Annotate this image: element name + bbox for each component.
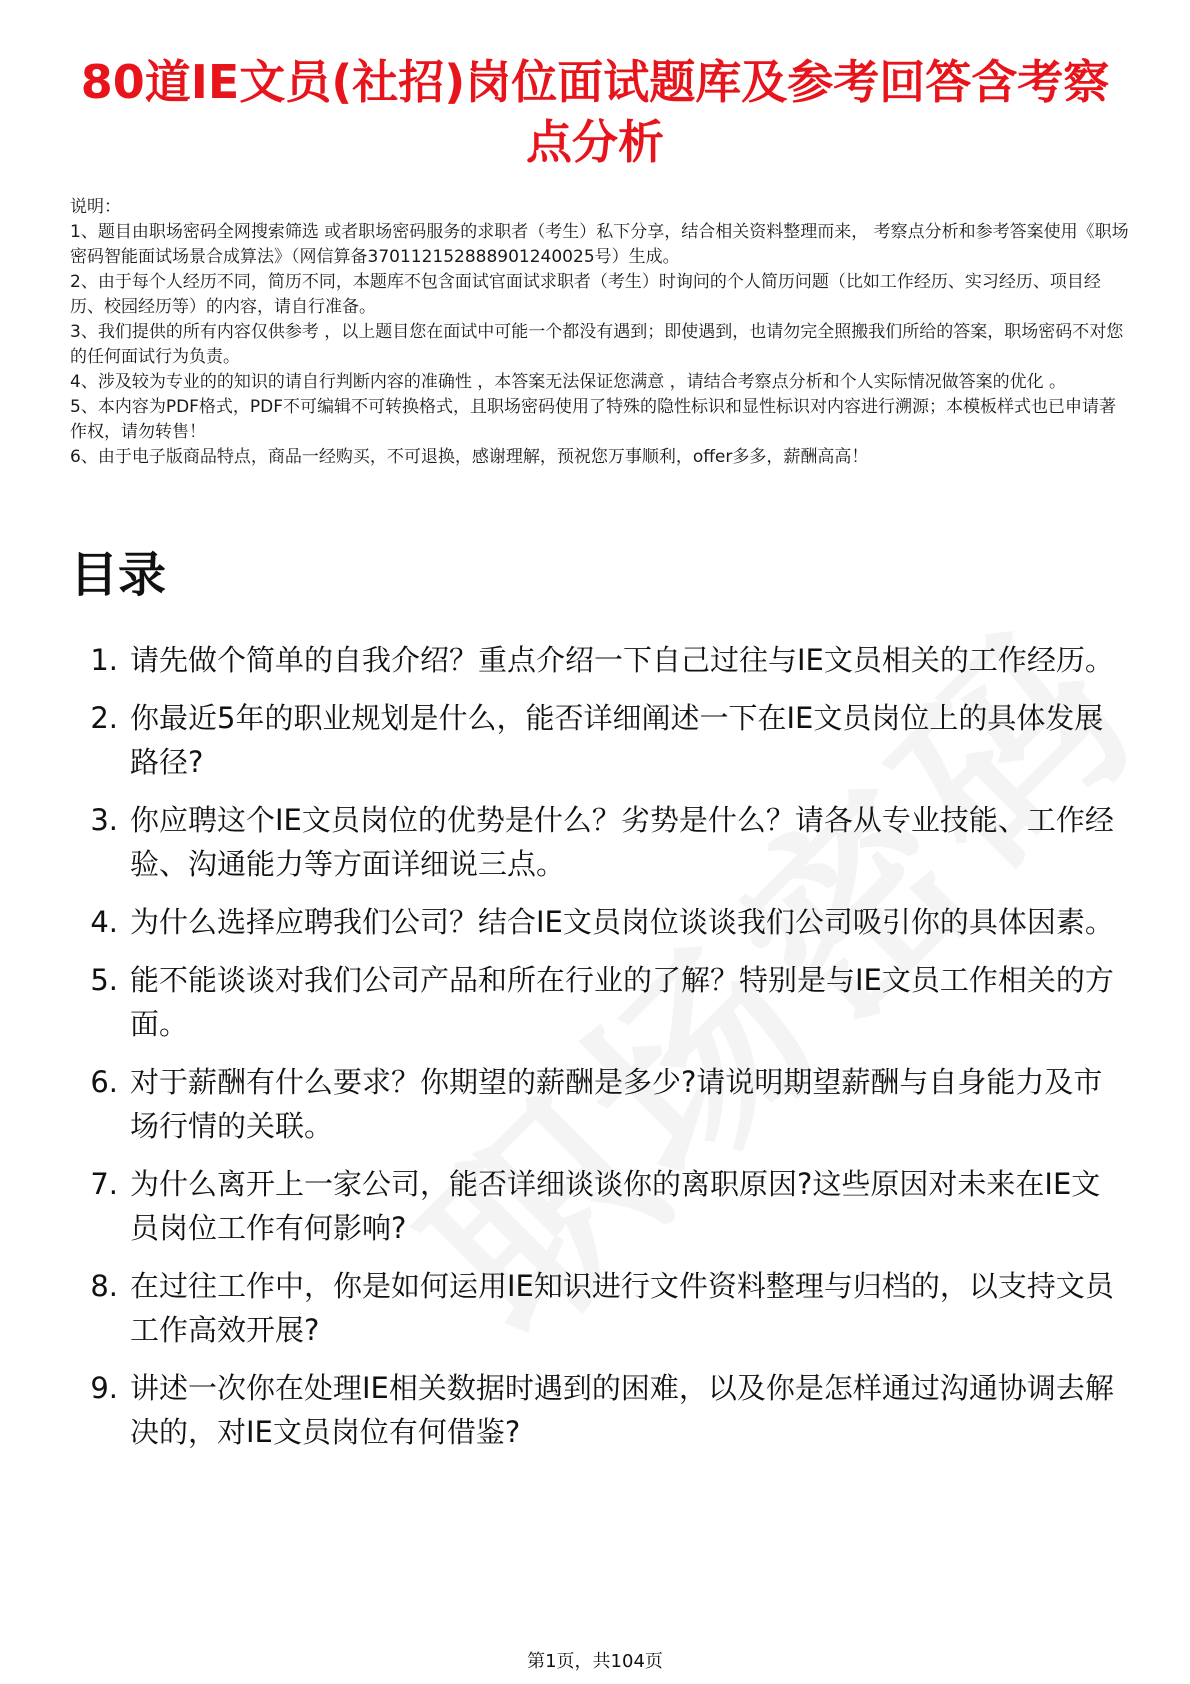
notes-heading: 说明： — [70, 197, 121, 217]
toc-item[interactable] — [70, 638, 1120, 682]
toc-item-number: 7. — [90, 1167, 118, 1201]
toc-item-text: 对于薪酬有什么要求？你期望的薪酬是多少?请说明期望薪酬与自身能力及市场行情的关联。 — [130, 1065, 1103, 1143]
note-item: 1、题目由职场密码全网搜索筛选 或者职场密码服务的求职者（考生）私下分享，结合相关资料整理而来， 考察点分析和参考答案使用《职场密码智能面试场景合成算法》（网信算备370112152888901240025号）生成。 — [70, 222, 1129, 267]
disclaimer-notes — [70, 195, 1130, 470]
page-footer: 第1页，共104页 — [527, 1651, 663, 1672]
toc-item[interactable] — [70, 958, 1120, 1046]
toc-item-text: 为什么选择应聘我们公司？结合IE文员岗位谈谈我们公司吸引你的具体因素。 — [130, 905, 1114, 939]
note-item: 2、由于每个人经历不同，简历不同，本题库不包含面试官面试求职者（考生）时询问的个人简历问题（比如工作经历、实习经历、项目经历、校园经历等）的内容，请自行准备。 — [70, 272, 1101, 317]
toc-item-text: 你应聘这个IE文员岗位的优势是什么？劣势是什么？请各从专业技能、工作经验、沟通能力等方面详细说三点。 — [130, 803, 1114, 881]
toc-item-text: 能不能谈谈对我们公司产品和所在行业的了解？特别是与IE文员工作相关的方面。 — [130, 963, 1114, 1041]
toc-item-number: 8. — [90, 1269, 118, 1303]
toc-heading: 目录 — [70, 547, 167, 603]
toc-item[interactable] — [70, 1162, 1120, 1250]
toc-item[interactable] — [70, 798, 1120, 886]
toc-item[interactable] — [70, 696, 1120, 784]
table-of-contents — [70, 638, 1120, 1468]
toc-item-text: 你最近5年的职业规划是什么，能否详细阐述一下在IE文员岗位上的具体发展路径? — [130, 701, 1104, 779]
toc-item-number: 6. — [90, 1065, 118, 1099]
toc-item-number: 3. — [90, 803, 118, 837]
toc-item-number: 1. — [90, 643, 118, 677]
toc-item-number: 5. — [90, 963, 118, 997]
toc-item-text: 在过往工作中，你是如何运用IE知识进行文件资料整理与归档的，以支持文员工作高效开展? — [130, 1269, 1114, 1347]
note-item: 3、我们提供的所有内容仅供参考 ，以上题目您在面试中可能一个都没有遇到；即使遇到，也请勿完全照搬我们所给的答案，职场密码不对您的任何面试行为负责。 — [70, 322, 1124, 367]
toc-item-text: 为什么离开上一家公司，能否详细谈谈你的离职原因?这些原因对未来在IE文员岗位工作有何影响? — [130, 1167, 1101, 1245]
note-item: 5、本内容为PDF格式，PDF不可编辑不可转换格式，且职场密码使用了特殊的隐性标识和显性标识对内容进行溯源；本模板样式也已申请著作权，请勿转售！ — [70, 397, 1117, 442]
note-item: 6、由于电子版商品特点，商品一经购买，不可退换，感谢理解，预祝您万事顺利，offer多多，薪酬高高！ — [70, 447, 869, 467]
toc-item[interactable] — [70, 1366, 1120, 1454]
toc-item-number: 9. — [90, 1371, 118, 1405]
toc-item[interactable] — [70, 1060, 1120, 1148]
page-title: 80道IE文员(社招)岗位面试题库及参考回答含考察点分析 — [80, 55, 1110, 169]
toc-item[interactable] — [70, 1264, 1120, 1352]
toc-item-text: 请先做个简单的自我介绍？重点介绍一下自己过往与IE文员相关的工作经历。 — [130, 643, 1114, 677]
toc-item[interactable] — [70, 900, 1120, 944]
toc-item-text: 讲述一次你在处理IE相关数据时遇到的困难，以及你是怎样通过沟通协调去解决的，对IE文员岗位有何借鉴? — [130, 1371, 1114, 1449]
note-item: 4、涉及较为专业的的知识的请自行判断内容的准确性 ，本答案无法保证您满意 ，请结合考察点分析和个人实际情况做答案的优化 。 — [70, 372, 1067, 392]
toc-item-number: 4. — [90, 905, 118, 939]
toc-item-number: 2. — [90, 701, 118, 735]
